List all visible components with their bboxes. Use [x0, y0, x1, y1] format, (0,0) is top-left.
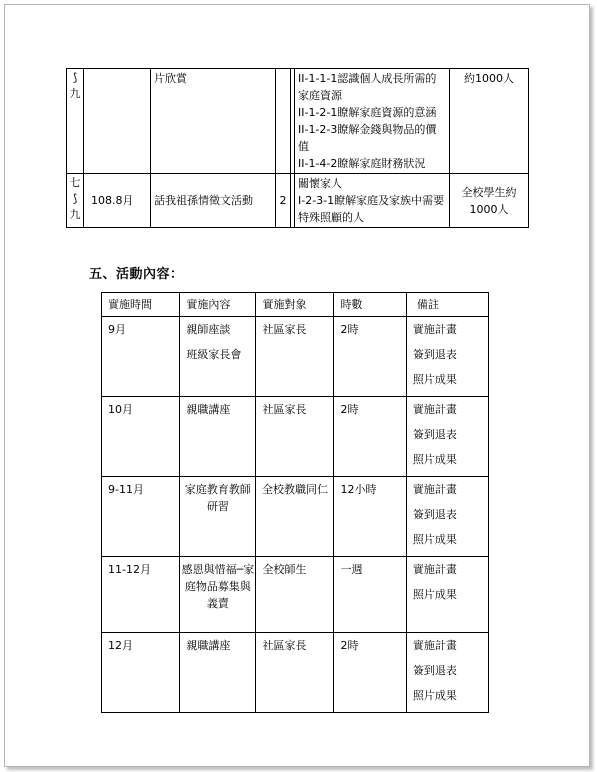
- hours-cell: 一週: [334, 557, 406, 633]
- objectives-cell: [295, 174, 450, 228]
- period-mark: 九: [69, 87, 81, 100]
- header-content: 實施內容: [180, 293, 256, 317]
- time-cell: 9-11月: [102, 477, 180, 557]
- target-cell: 社區家長: [256, 317, 334, 397]
- header-row: [102, 293, 489, 317]
- table-row: [102, 633, 489, 713]
- table-row: [102, 397, 489, 477]
- objective-item: II-1-4-2瞭解家庭財務狀況: [298, 157, 426, 170]
- time-cell: 10月: [102, 397, 180, 477]
- target-cell: 全校學生約1000人: [450, 174, 529, 228]
- content-cell: [180, 633, 256, 713]
- table-row: [102, 557, 489, 633]
- period-mark: 九: [69, 208, 81, 221]
- note-item: 實施計畫: [412, 563, 457, 576]
- notes-cell: [406, 633, 488, 713]
- notes-cell: [406, 397, 488, 477]
- content-cell: 家庭教育教師研習: [180, 477, 256, 557]
- note-item: 實施計畫: [412, 639, 457, 652]
- target-cell: 全校教職同仁: [256, 477, 334, 557]
- content-item: 親職講座: [186, 639, 231, 652]
- date-cell: [84, 69, 151, 174]
- target-cell: 約1000人: [450, 69, 529, 174]
- notes-cell: [406, 317, 488, 397]
- time-cell: 9月: [102, 317, 180, 397]
- header-target: 實施對象: [256, 293, 334, 317]
- period-cell: [67, 69, 84, 174]
- activity-plan-table: [101, 292, 489, 713]
- schedule-table-continued: [66, 68, 529, 228]
- note-item: 照片成果: [412, 453, 457, 466]
- hours-cell: [276, 69, 291, 174]
- table-row: [102, 317, 489, 397]
- objective-item: II-1-1-1認識個人成長所需的家庭資源: [298, 72, 437, 102]
- hours-cell: 2時: [334, 633, 406, 713]
- target-cell: 社區家長: [256, 633, 334, 713]
- hours-cell: 12小時: [334, 477, 406, 557]
- content-cell: [180, 317, 256, 397]
- target-cell: 社區家長: [256, 397, 334, 477]
- note-item: 實施計畫: [412, 403, 457, 416]
- note-item: 照片成果: [412, 373, 457, 386]
- objective-item: I-2-3-1瞭解家庭及家族中需要特殊照顧的人: [298, 194, 445, 224]
- note-item: 照片成果: [412, 689, 457, 702]
- note-item: 實施計畫: [412, 483, 457, 496]
- notes-cell: [406, 557, 488, 633]
- activity-cell: 片欣賞: [151, 69, 276, 174]
- objective-item: II-1-2-3瞭解金錢與物品的價值: [298, 123, 437, 153]
- table-row: [102, 477, 489, 557]
- target-cell: 全校師生: [256, 557, 334, 633]
- content-item: 親職講座: [186, 403, 231, 416]
- objective-item: II-1-2-1瞭解家庭資源的意涵: [298, 106, 437, 119]
- note-item: 照片成果: [412, 533, 457, 546]
- header-time: 實施時間: [102, 293, 180, 317]
- hours-cell: 2時: [334, 317, 406, 397]
- period-mark: ⟆: [72, 192, 78, 205]
- content-cell: 感恩與惜福─家庭物品募集與義賣: [180, 557, 256, 633]
- period-mark: 七: [69, 176, 81, 189]
- note-item: 簽到退表: [412, 664, 457, 677]
- header-notes: 備註: [406, 293, 488, 317]
- content-item: 親師座談: [186, 323, 231, 336]
- date-cell: 108.8月: [84, 174, 151, 228]
- content-cell: [180, 397, 256, 477]
- hours-cell: 2: [276, 174, 291, 228]
- note-item: 照片成果: [412, 588, 457, 601]
- note-item: 實施計畫: [412, 323, 457, 336]
- header-hours: 時數: [334, 293, 406, 317]
- objectives-cell: [295, 69, 450, 174]
- note-item: 簽到退表: [412, 508, 457, 521]
- notes-cell: [406, 477, 488, 557]
- content-item: 班級家長會: [186, 348, 242, 361]
- activity-cell: 話我祖孫情徵文活動: [151, 174, 276, 228]
- hours-cell: 2時: [334, 397, 406, 477]
- table-row: [67, 69, 529, 174]
- section-heading: 五、活動內容：: [89, 267, 184, 282]
- table-row: [67, 174, 529, 228]
- time-cell: 11-12月: [102, 557, 180, 633]
- period-mark: ⟆: [72, 71, 78, 84]
- note-item: 簽到退表: [412, 428, 457, 441]
- time-cell: 12月: [102, 633, 180, 713]
- objective-item: 關懷家人: [298, 177, 342, 190]
- note-item: 簽到退表: [412, 348, 457, 361]
- period-cell: [67, 174, 84, 228]
